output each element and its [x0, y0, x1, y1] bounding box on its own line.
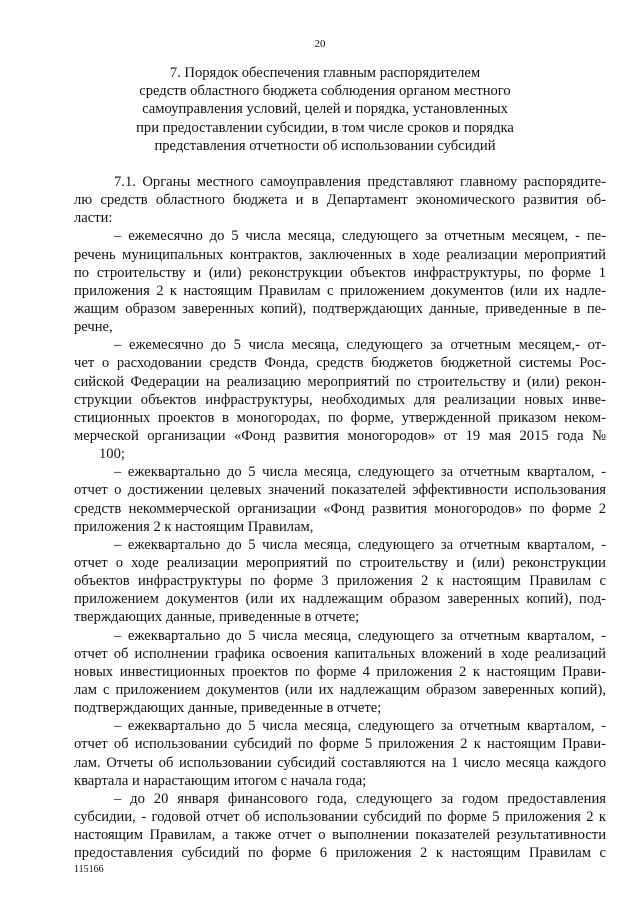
- text-line: – ежемесячно до 5 числа месяца, следующего за отчетным месяцем,- от-: [114, 337, 606, 354]
- text-line: предоставления субсидий по форме 6 приложения 2 к настоящим Правилам с: [74, 845, 606, 862]
- text-line: приложения 2 к настоящим Правилам с приложением документов (или их надле-: [74, 282, 606, 299]
- list-item-monthly-fund-report: [74, 336, 606, 463]
- text-line: лам с приложением документов (или их надлежащим образом заверенных копий),: [74, 681, 606, 698]
- text-line: струкции объектов инфраструктуры, необходимых для реализации новых инве-: [74, 391, 606, 408]
- text-line: – ежеквартально до 5 числа месяца, следующего за отчетным кварталом, -: [114, 536, 606, 553]
- text-line: новых инвестиционных проектов по форме 4 приложения 2 к настоящим Прави-: [74, 663, 606, 680]
- heading-line: представления отчетности об использовании субсидий: [154, 137, 496, 154]
- text-line: подтверждающих данные, приведенные в отчете;: [74, 700, 382, 717]
- heading-line: при предоставлении субсидии, в том числе сроков и порядка: [136, 119, 514, 136]
- text-line: мерческой организации «Фонд развития моногородов» от 19 мая 2015 года №: [74, 427, 606, 444]
- heading-line: 7. Порядок обеспечения главным распорядителем: [169, 65, 481, 81]
- heading-line: средств областного бюджета соблюдения органом местного: [139, 83, 511, 100]
- text-line: отчет об исполнении графика освоения капитальных вложений в ходе реализаций: [74, 645, 606, 662]
- list-item-quarterly-indicators: [74, 463, 606, 536]
- text-line: отчет о ходе реализации мероприятий по строительству и (или) реконструкции: [74, 554, 606, 571]
- text-line: – ежеквартально до 5 числа месяца, следующего за отчетным кварталом, -: [114, 464, 606, 481]
- text-line: лю средств областного бюджета и в Департамент экономического развития об-: [74, 192, 606, 209]
- text-line: – ежеквартально до 5 числа месяца, следующего за отчетным кварталом, -: [114, 627, 606, 644]
- text-line: субсидии, - годовой отчет об использовании субсидий по форме 5 приложения 2 к: [74, 808, 606, 825]
- list-item-annual-report: [74, 790, 606, 863]
- text-line: ласти:: [74, 210, 113, 227]
- text-line: чет о расходовании средств Фонда, средств бюджетов бюджетной системы Рос-: [74, 355, 606, 372]
- text-line: жащим образом заверенных копий), подтверждающих данные, приведенные в пе-: [74, 300, 606, 317]
- section-heading: [90, 64, 560, 155]
- text-line: речне,: [74, 319, 113, 336]
- text-line: тверждающих данные, приведенные в отчете;: [74, 609, 360, 626]
- paragraph-7-1: [74, 173, 606, 227]
- text-line: 100;: [99, 446, 125, 463]
- text-line: – до 20 января финансового года, следующего за годом предоставления: [114, 790, 606, 807]
- text-line: по строительству и (или) реконструкции объектов инфраструктуры, по форме 1: [74, 264, 606, 281]
- list-item-quarterly-progress: [74, 536, 606, 627]
- text-line: средств некоммерческой организации «Фонд развития моногородов» по форме 2: [74, 500, 606, 517]
- text-line: настоящим Правилам, а также отчет о выполнении показателей результативности: [74, 827, 606, 844]
- text-line: объектов инфраструктуры по форме 3 приложения 2 к настоящим Правилам с: [74, 573, 606, 590]
- text-line: сийской Федерации на реализацию мероприятий по строительству и (или) рекон-: [74, 373, 606, 390]
- text-line: отчет о достижении целевых значений показателей эффективности использования: [74, 482, 606, 499]
- document-code: 115166: [74, 864, 104, 875]
- text-line: – ежеквартально до 5 числа месяца, следующего за отчетным кварталом, -: [114, 718, 606, 735]
- text-line: стиционных проектов в моногородах, по форме, утвержденной приказом неком-: [74, 409, 606, 426]
- page-number: 20: [314, 38, 326, 50]
- list-item-quarterly-subsidies: [74, 717, 606, 790]
- text-line: приложения 2 к настоящим Правилам,: [74, 518, 314, 535]
- heading-line: самоуправления условий, целей и порядка, установленных: [142, 101, 508, 118]
- text-line: приложением документов (или их надлежащим образом заверенных копий), под-: [74, 591, 606, 608]
- text-line: лам. Отчеты об использовании субсидий составляются на 1 число месяца каждого: [74, 754, 606, 771]
- list-item-monthly-contracts: [74, 227, 606, 336]
- list-item-quarterly-capital: [74, 627, 606, 718]
- text-line: – ежемесячно до 5 числа месяца, следующего за отчетным месяцем, - пе-: [114, 228, 606, 245]
- text-line: квартала и нарастающим итогом с начала года;: [74, 772, 367, 789]
- text-line: отчет об использовании субсидий по форме 5 приложения 2 к настоящим Прави-: [74, 736, 606, 753]
- text-line: речень муниципальных контрактов, заключенных в ходе реализации мероприятий: [74, 246, 606, 263]
- text-line: 7.1. Органы местного самоуправления представляют главному распорядите-: [114, 174, 606, 190]
- document-body: [74, 173, 606, 862]
